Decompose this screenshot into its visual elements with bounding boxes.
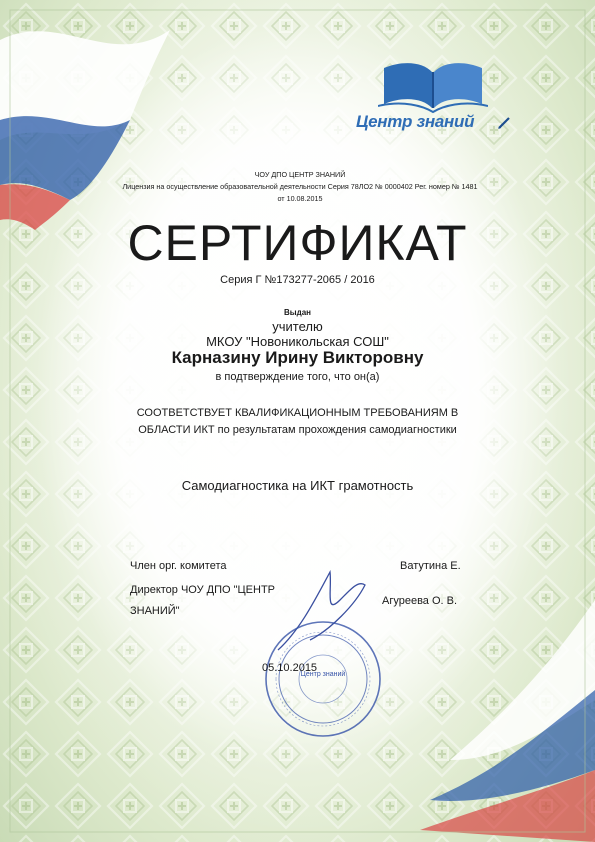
official-stamp	[262, 618, 384, 740]
committee-name: Ватутина Е.	[400, 560, 461, 572]
pen-icon	[497, 116, 511, 130]
license-text: Лицензия на осуществление образовательной деятельности Серия 78ЛО2 № 0000402 Рег. номер № 1481 от 10.08.2015	[122, 182, 478, 203]
requirement-text: СООТВЕТСТВУЕТ КВАЛИФИКАЦИОННЫМ ТРЕБОВАНИЯМ В ОБЛАСТИ ИКТ по результатам прохождения самодиагностики	[136, 407, 459, 436]
director-name: Агуреева О. В.	[382, 595, 458, 607]
recipient-school: МКОУ "Новоникольская СОШ"	[206, 334, 389, 349]
stamp-center-text: Центр знаний	[300, 671, 346, 678]
certificate-series: Серия Г №173277-2065 / 2016	[220, 274, 375, 286]
director-label: Директор ЧОУ ДПО "ЦЕНТР ЗНАНИЙ"	[130, 584, 276, 617]
certificate-title: СЕРТИФИКАТ	[127, 215, 468, 271]
issue-date: 05.10.2015	[262, 662, 318, 674]
open-book-icon	[378, 56, 488, 114]
course-title: Самодиагностика на ИКТ грамотность	[181, 478, 414, 493]
recipient-name: Карназину Ирину Викторовну	[171, 348, 424, 367]
organization-header	[120, 169, 480, 205]
confirm-text: в подтверждение того, что он(а)	[215, 371, 380, 383]
committee-label: Член орг. комитета	[130, 560, 227, 572]
issued-label: Выдан	[284, 308, 311, 317]
logo-text: Центр знаний	[356, 112, 475, 131]
recipient-position: учителю	[272, 319, 323, 334]
organization-name: ЧОУ ДПО ЦЕНТР ЗНАНИЙ	[254, 170, 346, 179]
